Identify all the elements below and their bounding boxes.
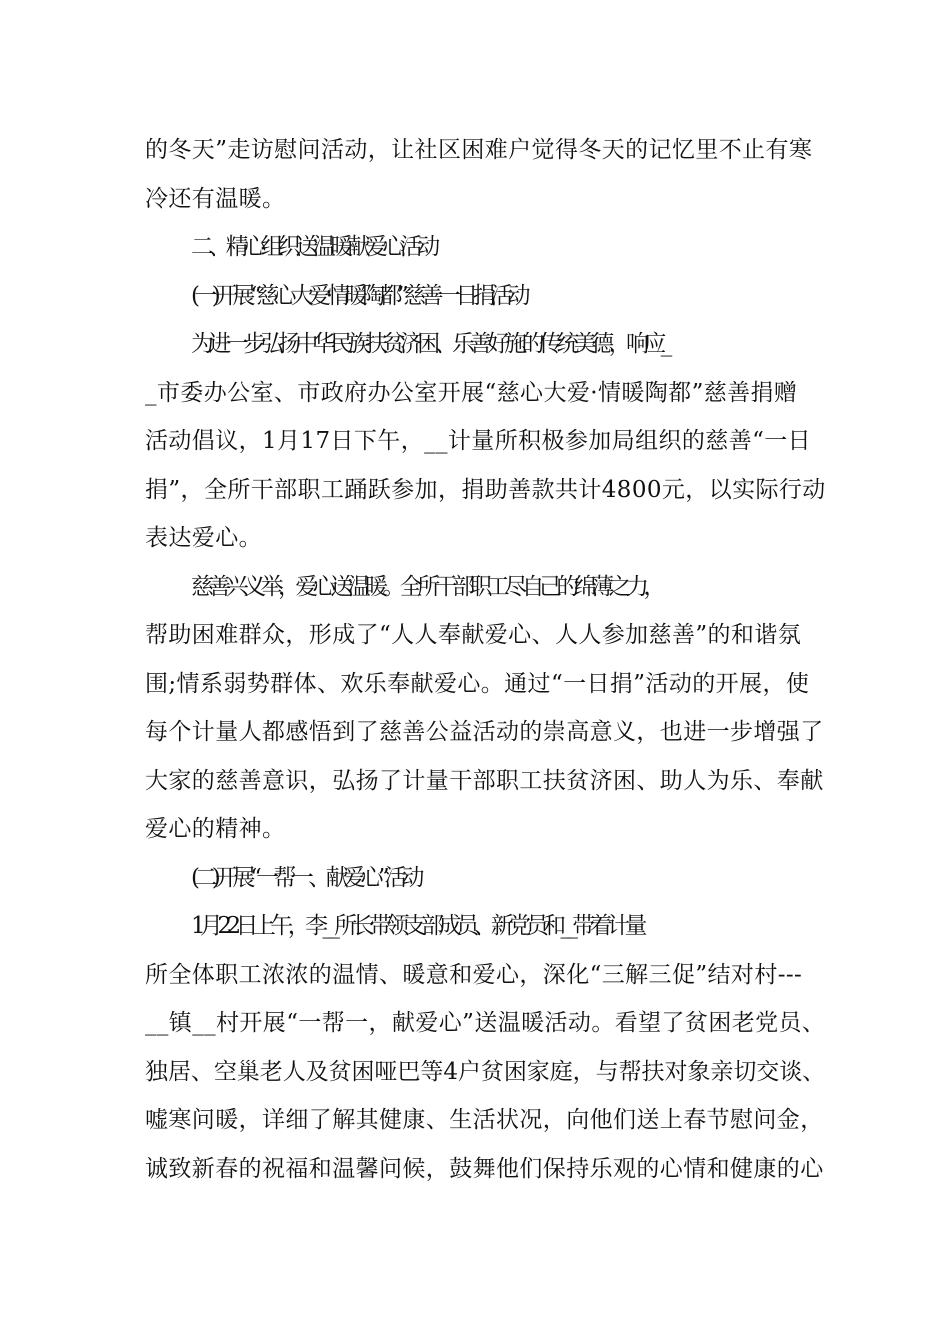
text-line: 的冬天”走访慰问活动，让社区困难户觉得冬天的记忆里不止有寒: [145, 137, 813, 163]
section-heading: [145, 223, 825, 272]
text-line: 捐”，全所干部职工踊跃参加，捐助善款共计4800元，以实际行动: [145, 476, 826, 503]
text-line: 冷还有温暖。: [145, 185, 286, 212]
subsection-heading-text: (二)开展“一帮一、献爱心”活动: [191, 864, 419, 891]
text-line: 嘘寒问暖，详细了解其健康、生活状况，向他们送上春节慰问金，: [145, 1107, 824, 1133]
paragraph-charity: [145, 563, 825, 854]
text-line: 围;情系弱势群体、欢乐奉献爱心。通过“一日捐”活动的开展，使: [145, 670, 810, 697]
section-heading-text: 二、精心组织送温暖献爱心活动: [191, 234, 435, 260]
document-body: [145, 126, 825, 1193]
text-line: __镇__村开展“一帮一，献爱心”送温暖活动。看望了贫困老党员、: [145, 1010, 826, 1036]
paragraph-donation: [145, 320, 825, 563]
text-line: 活动倡议，1月17日下午，__计量所积极参加局组织的慈善“一日: [145, 428, 812, 454]
text-line: 独居、空巢老人及贫困哑巴等4户贫困家庭，与帮扶对象亲切交谈、: [145, 1058, 826, 1085]
text-line: _市委办公室、市政府办公室开展“慈心大爱·情暖陶都”慈善捐赠: [145, 379, 798, 406]
text-line: 所全体职工浓浓的温情、暖意和爱心，深化“三解三促”结对村---: [145, 961, 803, 988]
text-line: 表达爱心。: [145, 525, 262, 551]
text-line: 诚致新春的祝福和温馨问候，鼓舞他们保持乐观的心情和健康的心: [145, 1155, 824, 1182]
paragraph-visit: [145, 902, 825, 1193]
text-line: 1月22日上午，李__所长带领支部成员、新党员和__带着计量: [191, 913, 642, 939]
subsection-heading-text: (一)开展“慈心大爱·情暖陶都”慈善一日捐活动: [191, 282, 525, 309]
subsection-heading-2: [145, 854, 825, 903]
text-line: 慈善兴义举，爱心送温暖。全所干部职工尽自己的绵薄之力，: [191, 573, 661, 600]
text-line: 大家的慈善意识，弘扬了计量干部职工扶贫济困、助人为乐、奉献: [145, 767, 824, 794]
text-line: 每个计量人都感悟到了慈善公益活动的崇高意义，也进一步增强了: [145, 719, 824, 745]
text-line: 爱心的精神。: [145, 816, 286, 842]
text-line: 为进一步弘扬中华民族扶贫济困、乐善好施的传统美德，响应_: [191, 331, 667, 357]
text-line: 帮助困难群众，形成了“人人奉献爱心、人人参加慈善”的和谐氛: [145, 622, 802, 648]
paragraph-intro-continuation: [145, 126, 825, 223]
subsection-heading-1: [145, 272, 825, 321]
